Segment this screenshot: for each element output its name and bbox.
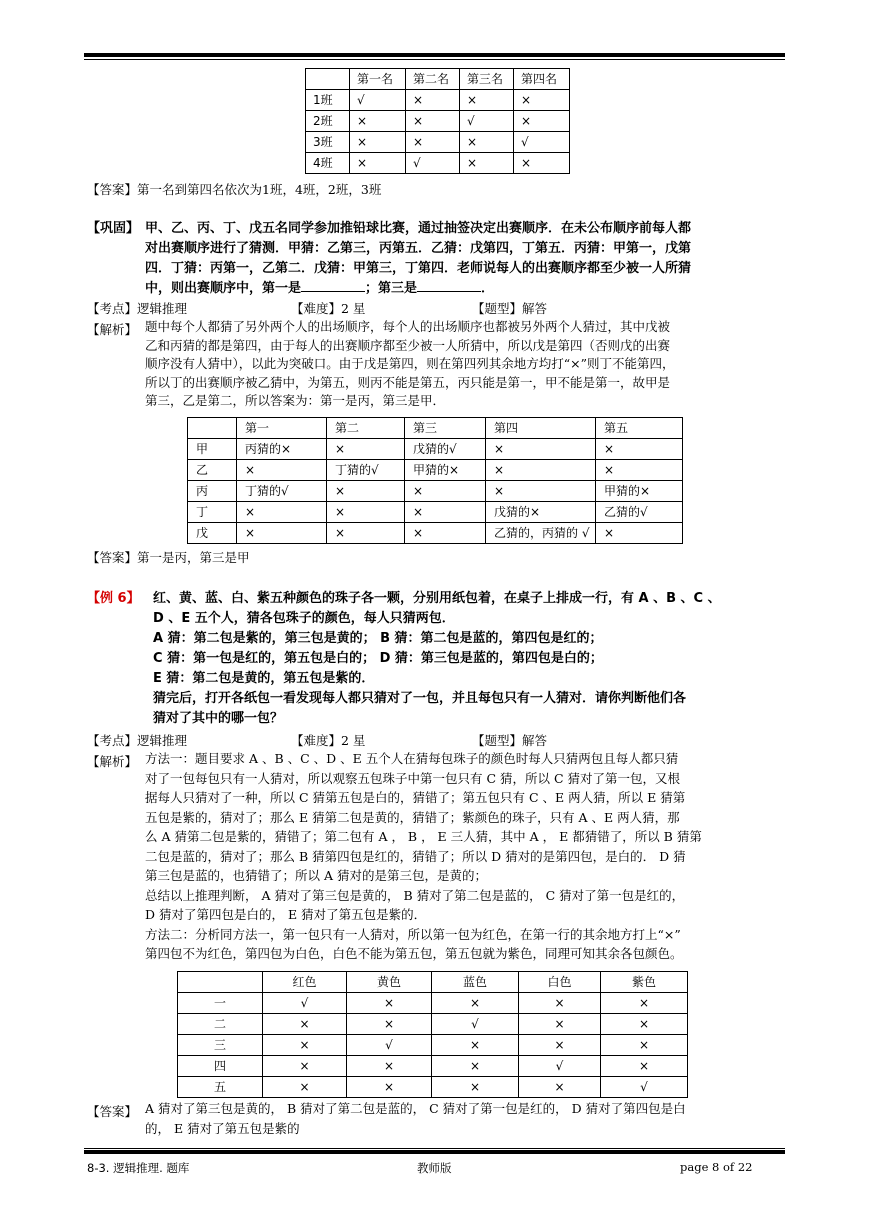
table-cell: × xyxy=(406,90,460,111)
table-cell: 黄色 xyxy=(347,972,432,993)
answer-2 xyxy=(87,550,250,566)
answer-3-line: 的， E 猜对了第五包是紫的 xyxy=(145,1120,300,1136)
table-cell: 三 xyxy=(178,1035,263,1056)
table-cell: 二 xyxy=(178,1014,263,1035)
analysis-2-line: 么 A 猜第二包是紫的，猜错了；第二包有 A ， B ， E 三人猜，其中 A ， E 都猜错了，所以 B 猜第 xyxy=(145,829,702,844)
table-row xyxy=(188,460,683,481)
table-cell: 第四名 xyxy=(514,69,570,90)
table-cell: × xyxy=(405,523,486,544)
table-cell: × xyxy=(405,481,486,502)
analysis-2-line: 第三包是蓝的，也猜错了；所以 A 猜对的是第三包，是黄的； xyxy=(145,868,487,883)
table-cell: 乙 xyxy=(188,460,237,481)
table-cell: × xyxy=(596,523,683,544)
table-cell: 丁猜的√ xyxy=(237,481,327,502)
table-cell: 甲猜的× xyxy=(405,460,486,481)
table-cell: × xyxy=(601,1056,688,1077)
table-cell: × xyxy=(514,90,570,111)
table-cell: × xyxy=(327,439,405,460)
table-cell: 乙猜的，丙猜的 √ xyxy=(486,523,596,544)
table-cell: × xyxy=(406,111,460,132)
table-cell: 第五 xyxy=(596,418,683,439)
table-cell: √ xyxy=(460,111,514,132)
analysis-1-line: 所以丁的出赛顺序被乙猜中，为第五，则丙不能是第五，丙只能是第一，甲不能是第一，故甲是 xyxy=(145,374,671,390)
answer-text: 第一是丙，第三是甲 xyxy=(137,550,250,565)
nandu-1: 【难度】2 星 xyxy=(291,301,366,316)
table-cell: √ xyxy=(514,132,570,153)
analysis-label-2: 【解析】 xyxy=(87,754,138,769)
answer-blank-first[interactable] xyxy=(301,279,365,292)
header-rule-thick xyxy=(84,53,785,57)
table-cell: × xyxy=(263,1056,347,1077)
table-cell: × xyxy=(263,1035,347,1056)
table-row xyxy=(178,1035,688,1056)
table-cell: × xyxy=(237,502,327,523)
table-header-row xyxy=(306,69,570,90)
table-cell: × xyxy=(237,460,327,481)
header-rule-thin xyxy=(84,59,785,60)
table-cell: × xyxy=(519,993,601,1014)
table-cell: 2班 xyxy=(306,111,350,132)
table-row xyxy=(188,439,683,460)
table-row xyxy=(178,1014,688,1035)
table-cell: × xyxy=(405,502,486,523)
table-cell: × xyxy=(432,1077,519,1098)
analysis-2-line: 方法二：分析同方法一，第一包只有一人猜对，所以第一包为红色，在第一行的其余地方打上“×” xyxy=(145,926,681,942)
consolidate-label: 【巩固】 xyxy=(87,221,140,236)
table-cell: 一 xyxy=(178,993,263,1014)
answer-label: 【答案】 xyxy=(87,182,138,197)
answer-blank-third[interactable] xyxy=(417,279,481,292)
table-cell: √ xyxy=(406,153,460,174)
analysis-2-line: 五包是紫的，猜对了；那么 E 猜第二包是黄的，猜错了；紫颜色的珠子，只有 A 、E 两人猜，那 xyxy=(145,809,680,825)
table-row xyxy=(178,993,688,1014)
tixing-1: 【题型】解答 xyxy=(472,301,548,316)
table-cell: 戊 xyxy=(188,523,237,544)
analysis-2-line: D 猜对了第四包是白的， E 猜对了第五包是紫的． xyxy=(145,907,427,922)
answer-label: 【答案】 xyxy=(87,550,138,565)
analysis-1-line: 顺序没有人猜中），以此为突破口。由于戊是第四，则在第四列其余地方均打“×”则丁不能第四， xyxy=(145,356,675,371)
page-number: page 8 of 22 xyxy=(680,1160,753,1174)
table-cell: × xyxy=(263,1014,347,1035)
example-label: 【例 6】 xyxy=(87,591,140,606)
table-row xyxy=(178,1077,688,1098)
footer-rule-thick xyxy=(84,1150,785,1154)
table-cell: × xyxy=(347,1014,432,1035)
table-cell: 白色 xyxy=(519,972,601,993)
answer-label-3: 【答案】 xyxy=(87,1104,138,1119)
table-cell: × xyxy=(514,153,570,174)
table-cell xyxy=(178,972,263,993)
example-line: C 猜：第一包是红的，第五包是白的； D 猜：第三包是蓝的，第四包是白的； xyxy=(153,651,603,666)
analysis-2-line: 二包是蓝的，猜对了；那么 B 猜第四包是红的，猜错了；所以 D 猜对的是第四包，是白的． D 猜 xyxy=(145,848,686,864)
table-cell: × xyxy=(486,460,596,481)
nandu-2: 【难度】2 星 xyxy=(291,733,366,748)
kaodian-2: 【考点】逻辑推理 xyxy=(87,733,188,748)
example-line: 猜对了其中的哪一包？ xyxy=(153,711,284,726)
table-cell: × xyxy=(596,439,683,460)
table-cell: × xyxy=(327,523,405,544)
analysis-2-line: 据每人只猜对了一种，所以 C 猜第五包是白的，猜错了；第五包只有 C 、E 两人猜，所以 E 猜第 xyxy=(145,790,686,805)
table-cell: 丁猜的√ xyxy=(327,460,405,481)
table-cell: × xyxy=(460,132,514,153)
table-cell: 红色 xyxy=(263,972,347,993)
footer-doc-title: 8-3. 逻辑推理. 题库 xyxy=(87,1161,190,1175)
table-cell: 1班 xyxy=(306,90,350,111)
tixing-2: 【题型】解答 xyxy=(472,733,548,748)
table-cell: 4班 xyxy=(306,153,350,174)
consolidate-text-c: ． xyxy=(481,281,495,296)
example-line: E 猜：第二包是黄的，第五包是紫的． xyxy=(153,671,375,686)
table-cell: × xyxy=(347,993,432,1014)
table-row xyxy=(178,1056,688,1077)
color-table xyxy=(177,971,688,1098)
table-cell: × xyxy=(406,132,460,153)
table-cell: × xyxy=(263,1077,347,1098)
consolidate-line-4 xyxy=(145,279,494,298)
answer-text: 第一名到第四名依次为1班，4班，2班，3班 xyxy=(137,182,382,197)
table-cell: 五 xyxy=(178,1077,263,1098)
table-cell: × xyxy=(519,1014,601,1035)
example-line: 红、黄、蓝、白、紫五种颜色的珠子各一颗，分别用纸包着，在桌子上排成一行，有 A 、B 、C 、 xyxy=(153,591,721,606)
analysis-1-line: 第三，乙是第二，所以答案为：第一是丙，第三是甲． xyxy=(145,393,446,408)
table-cell: × xyxy=(237,523,327,544)
table-cell: 第三名 xyxy=(460,69,514,90)
table-cell: 甲猜的× xyxy=(596,481,683,502)
table-row xyxy=(306,111,570,132)
consolidate-text-a: 中，则出赛顺序中，第一是 xyxy=(145,281,302,296)
table-cell: × xyxy=(519,1035,601,1056)
table-cell: × xyxy=(350,111,406,132)
analysis-2-line: 方法一：题目要求 A 、B 、C 、D 、E 五个人在猜每包珠子的颜色时每人只猜两包且每人都只猜 xyxy=(145,751,679,766)
table-cell: × xyxy=(432,1035,519,1056)
table-cell: 戊猜的√ xyxy=(405,439,486,460)
table-row xyxy=(188,523,683,544)
table-cell: × xyxy=(486,481,596,502)
table-row xyxy=(306,153,570,174)
table-cell: × xyxy=(486,439,596,460)
kaodian-1: 【考点】逻辑推理 xyxy=(87,301,188,316)
table-cell: 戊猜的× xyxy=(486,502,596,523)
analysis-1-line: 乙和丙猜的都是第四，由于每人的出赛顺序都至少被一人所猜中，所以戊是第四（否则戊的出赛 xyxy=(145,337,671,353)
table-cell: 第一 xyxy=(237,418,327,439)
analysis-2-line: 第四包不为红色，第四包为白色，白色不能为第五包，第五包就为紫色，同理可知其余各包颜色。 xyxy=(145,946,683,961)
table-cell: 丁 xyxy=(188,502,237,523)
table-cell: × xyxy=(514,111,570,132)
table-header-row xyxy=(178,972,688,993)
footer-rule-thin xyxy=(84,1148,785,1149)
footer-edition: 教师版 xyxy=(417,1161,452,1175)
example-line: A 猜：第二包是紫的，第三包是黄的； B 猜：第二包是蓝的，第四包是红的； xyxy=(153,631,603,646)
example-line: D 、E 五个人，猜各包珠子的颜色，每人只猜两包． xyxy=(153,611,455,626)
table-cell: × xyxy=(327,502,405,523)
table-cell: × xyxy=(601,1035,688,1056)
table-cell: √ xyxy=(432,1014,519,1035)
class-ranking-table xyxy=(305,68,570,174)
table-cell: √ xyxy=(519,1056,601,1077)
analysis-2-line: 总结以上推理判断， A 猜对了第三包是黄的， B 猜对了第二包是蓝的， C 猜对了第一包是红的， xyxy=(145,887,685,903)
table-cell: × xyxy=(327,481,405,502)
consolidate-text-b: ；第三是 xyxy=(365,281,418,296)
table-cell: 紫色 xyxy=(601,972,688,993)
table-cell: 第二名 xyxy=(406,69,460,90)
analysis-label-1: 【解析】 xyxy=(87,322,138,337)
table-cell: × xyxy=(519,1077,601,1098)
analysis-2-line: 对了一包每包只有一人猜对，所以观察五包珠子中第一包只有 C 猜，所以 C 猜对了第一包，又根 xyxy=(145,770,681,786)
table-cell: × xyxy=(596,460,683,481)
table-cell: 第一名 xyxy=(350,69,406,90)
table-cell: × xyxy=(347,1077,432,1098)
table-cell: 第四 xyxy=(486,418,596,439)
table-cell: × xyxy=(350,153,406,174)
table-cell: × xyxy=(460,153,514,174)
answer-3-line: A 猜对了第三包是黄的， B 猜对了第二包是蓝的， C 猜对了第一包是红的， D 猜对了第四包是白 xyxy=(145,1101,686,1116)
table-cell: √ xyxy=(601,1077,688,1098)
table-cell: × xyxy=(460,90,514,111)
table-row xyxy=(306,132,570,153)
table-cell: 甲 xyxy=(188,439,237,460)
example-line: 猜完后，打开各纸包一看发现每人都只猜对了一包，并且每包只有一人猜对．请你判断他们各 xyxy=(153,691,687,706)
table-row xyxy=(188,502,683,523)
table-cell: √ xyxy=(350,90,406,111)
guess-table xyxy=(187,417,683,544)
table-cell: 第二 xyxy=(327,418,405,439)
table-cell: 3班 xyxy=(306,132,350,153)
table-cell: × xyxy=(347,1056,432,1077)
table-cell xyxy=(306,69,350,90)
table-row xyxy=(306,90,570,111)
table-cell: √ xyxy=(263,993,347,1014)
table-cell: 第三 xyxy=(405,418,486,439)
table-cell: 丙 xyxy=(188,481,237,502)
table-cell: × xyxy=(350,132,406,153)
table-cell: × xyxy=(601,1014,688,1035)
table-cell: × xyxy=(601,993,688,1014)
table-cell: √ xyxy=(347,1035,432,1056)
table-cell xyxy=(188,418,237,439)
table-cell: 四 xyxy=(178,1056,263,1077)
table-cell: × xyxy=(432,1056,519,1077)
table-row xyxy=(188,481,683,502)
table-header-row xyxy=(188,418,683,439)
table-cell: 乙猜的√ xyxy=(596,502,683,523)
analysis-1-line: 题中每个人都猜了另外两个人的出场顺序，每个人的出场顺序也都被另外两个人猜过，其中戊被 xyxy=(145,319,671,334)
answer-1 xyxy=(87,182,381,198)
consolidate-line-1: 甲、乙、丙、丁、戊五名同学参加推铅球比赛，通过抽签决定出赛顺序．在未公布顺序前每人都 xyxy=(145,221,692,236)
table-cell: × xyxy=(432,993,519,1014)
consolidate-line-3: 四．丁猜：丙第一，乙第二．戊猜：甲第三，丁第四．老师说每人的出赛顺序都至少被一人所猜 xyxy=(145,261,692,276)
table-cell: 丙猜的× xyxy=(237,439,327,460)
table-cell: 蓝色 xyxy=(432,972,519,993)
consolidate-line-2: 对出赛顺序进行了猜测．甲猜：乙第三，丙第五．乙猜：戊第四，丁第五．丙猜：甲第一，戊第 xyxy=(145,241,692,256)
